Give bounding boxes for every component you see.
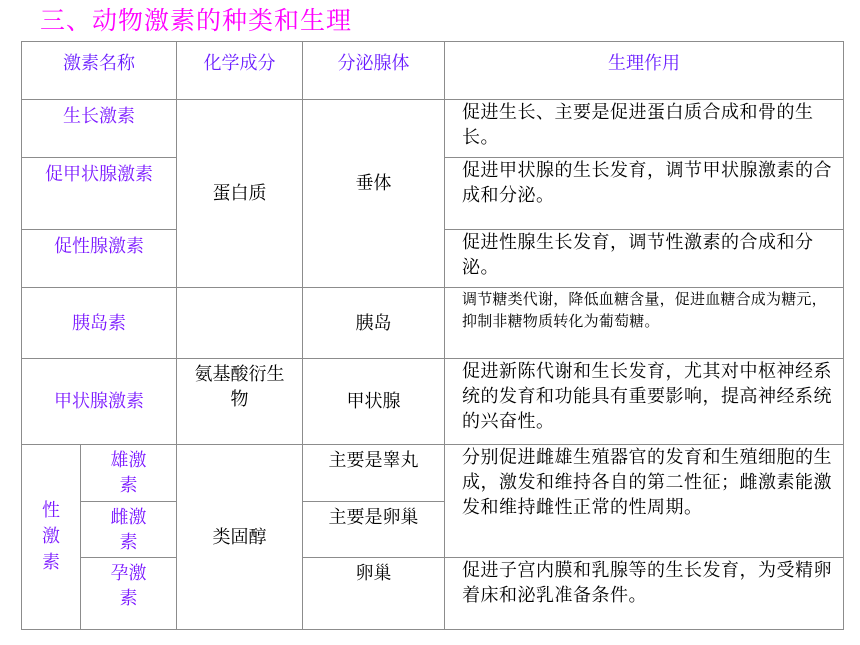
hormone-name-thyroxine: 甲状腺激素 bbox=[22, 359, 177, 445]
hormone-name-androgen: 雄激素 bbox=[81, 445, 177, 502]
gland-androgen: 主要是睾丸 bbox=[303, 445, 445, 502]
slide-title: 三、动物激素的种类和生理 bbox=[40, 6, 353, 35]
effect-progesterone: 促进子宫内膜和乳腺等的生长发育，为受精卵着床和泌乳准备条件。 bbox=[445, 558, 844, 630]
chem-steroid: 类固醇 bbox=[177, 445, 303, 630]
effect-insulin: 调节糖类代谢，降低血糖含量，促进血糖合成为糖元，抑制非糖物质转化为葡萄糖。 bbox=[445, 288, 844, 359]
gland-thyroxine: 甲状腺 bbox=[303, 359, 445, 445]
table-row bbox=[22, 288, 844, 359]
header-row bbox=[22, 42, 844, 100]
effect-tsh: 促进甲状腺的生长发育，调节甲状腺激素的合成和分泌。 bbox=[445, 158, 844, 230]
gland-progesterone: 卵巢 bbox=[303, 558, 445, 630]
hormone-name-estrogen: 雌激素 bbox=[81, 502, 177, 558]
header-gland: 分泌腺体 bbox=[303, 42, 445, 100]
effect-gh: 促进生长、主要是促进蛋白质合成和骨的生长。 bbox=[445, 100, 844, 158]
header-effect: 生理作用 bbox=[445, 42, 844, 100]
hormone-group-sex: 性激素 bbox=[22, 445, 81, 630]
effect-gnrh: 促进性腺生长发育，调节性激素的合成和分泌。 bbox=[445, 230, 844, 288]
gland-pituitary: 垂体 bbox=[303, 100, 445, 288]
table-row bbox=[22, 359, 844, 445]
effect-thyroxine: 促进新陈代谢和生长发育，尤其对中枢神经系统的发育和功能具有重要影响，提高神经系统的兴奋性。 bbox=[445, 359, 844, 445]
chem-empty bbox=[177, 288, 303, 359]
hormone-table bbox=[21, 41, 844, 630]
effect-sex: 分别促进雌雄生殖器官的发育和生殖细胞的生成，激发和维持各自的第二性征；雌激素能激发和维持雌性正常的性周期。 bbox=[445, 445, 844, 558]
chem-thyroxine: 氨基酸衍生物 bbox=[177, 359, 303, 445]
hormone-name-insulin: 胰岛素 bbox=[22, 288, 177, 359]
chem-protein: 蛋白质 bbox=[177, 100, 303, 288]
gland-estrogen: 主要是卵巢 bbox=[303, 502, 445, 558]
hormone-name-gh: 生长激素 bbox=[22, 100, 177, 158]
table-row bbox=[22, 558, 844, 630]
table-row bbox=[22, 100, 844, 158]
table-row bbox=[22, 445, 844, 502]
header-name: 激素名称 bbox=[22, 42, 177, 100]
hormone-name-gnrh: 促性腺激素 bbox=[22, 230, 177, 288]
gland-insulin: 胰岛 bbox=[303, 288, 445, 359]
header-chem: 化学成分 bbox=[177, 42, 303, 100]
hormone-name-progesterone: 孕激素 bbox=[81, 558, 177, 630]
hormone-name-tsh: 促甲状腺激素 bbox=[22, 158, 177, 230]
